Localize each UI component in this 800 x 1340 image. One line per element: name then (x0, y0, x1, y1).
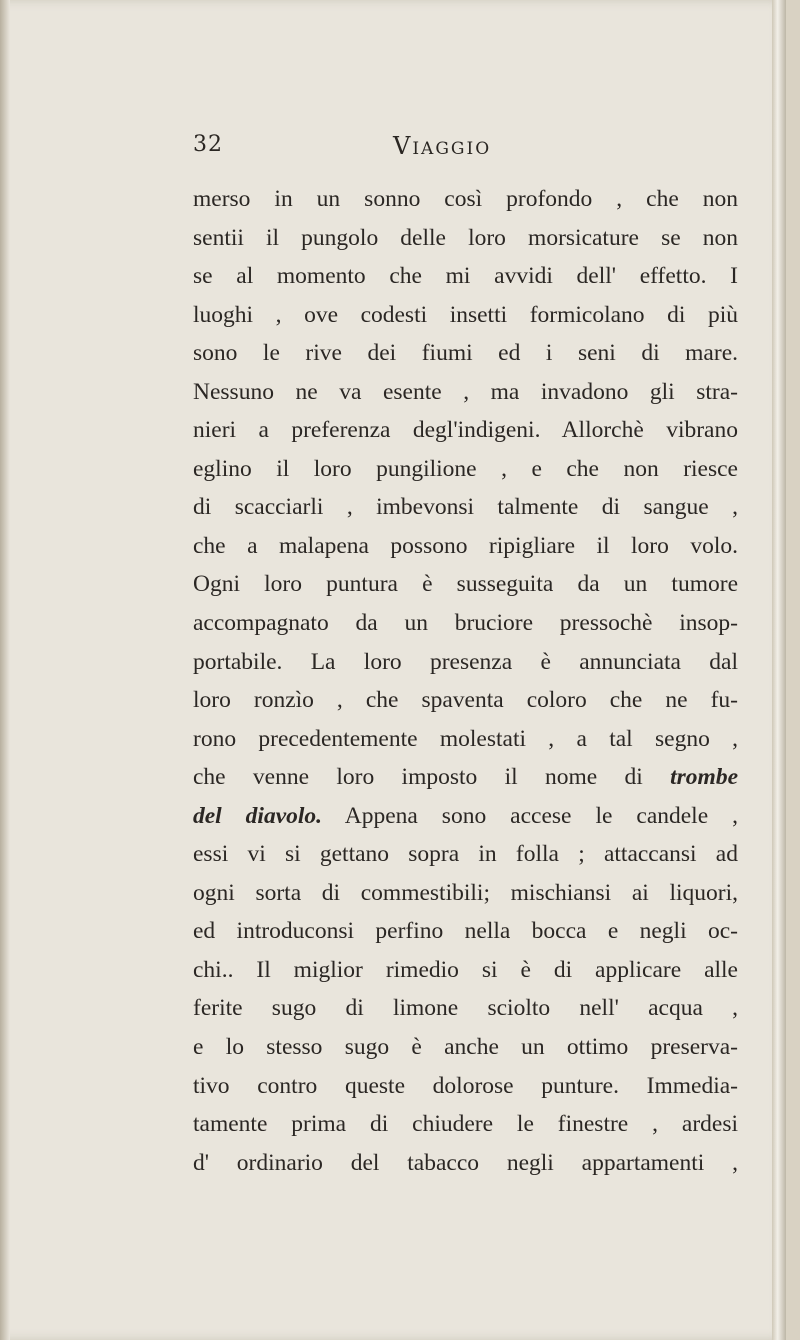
text-line: tivo contro queste dolorose punture. Immedia- (193, 1072, 738, 1099)
text-line: eglino il loro pungilione , e che non riesce (193, 455, 738, 482)
text-line: essi vi si gettano sopra in folla ; attaccansi ad (193, 841, 738, 868)
text-line: che a malapena possono ripigliare il loro volo. (193, 532, 738, 559)
text-line: loro ronzìo , che spaventa coloro che ne fu- (193, 687, 738, 714)
text-line: portabile. La loro presenza è annunciata dal (193, 648, 738, 675)
text-line (193, 758, 738, 797)
page-gutter (0, 0, 10, 1340)
text-line: luoghi , ove codesti insetti formicolano di più (193, 301, 738, 328)
italic-phrase: trombe (670, 764, 739, 791)
italic-phrase: del diavolo. (193, 802, 323, 829)
text-line: merso in un sonno così profondo , che non (193, 186, 738, 212)
running-head: Viaggio (393, 132, 492, 160)
body-text (193, 180, 738, 1182)
text-line: sono le rive dei fiumi ed i seni di mare. (193, 340, 738, 367)
text-line: ferite sugo di limone sciolto nell' acqua , (193, 995, 738, 1022)
text-line: rono precedentemente molestati , a tal segno , (193, 725, 738, 752)
text-line: ogni sorta di commestibili; mischiansi ai liquori, (193, 879, 738, 906)
text-line: d' ordinario del tabacco negli appartamenti , (193, 1149, 738, 1176)
page-edge (772, 0, 786, 1340)
text-line: nieri a preferenza degl'indigeni. Allorchè vibrano (193, 417, 738, 444)
text-line: sentii il pungolo delle loro morsicature se non (193, 224, 738, 251)
text-line: chi.. Il miglior rimedio si è di applicare alle (193, 956, 738, 983)
text-line: Ogni loro puntura è susseguita da un tumore (193, 571, 738, 598)
text-segment: Appena sono accese le candele , (344, 802, 738, 829)
text-line: se al momento che mi avvidi dell' effetto. I (193, 263, 738, 290)
text-segment: che venne loro imposto il nome di (193, 764, 643, 791)
text-line: Nessuno ne va esente , ma invadono gli stra- (193, 378, 738, 405)
text-line: accompagnato da un bruciore pressochè insop- (193, 610, 738, 637)
text-line: ed introduconsi perfino nella bocca e negli oc- (193, 918, 738, 945)
text-line: di scacciarli , imbevonsi talmente di sangue , (193, 494, 738, 521)
text-line: e lo stesso sugo è anche un ottimo preserva- (193, 1034, 738, 1061)
page-header (193, 132, 713, 168)
text-line: tamente prima di chiudere le finestre , ardesi (193, 1111, 738, 1138)
page-number: 32 (193, 132, 223, 157)
text-line (193, 797, 738, 836)
